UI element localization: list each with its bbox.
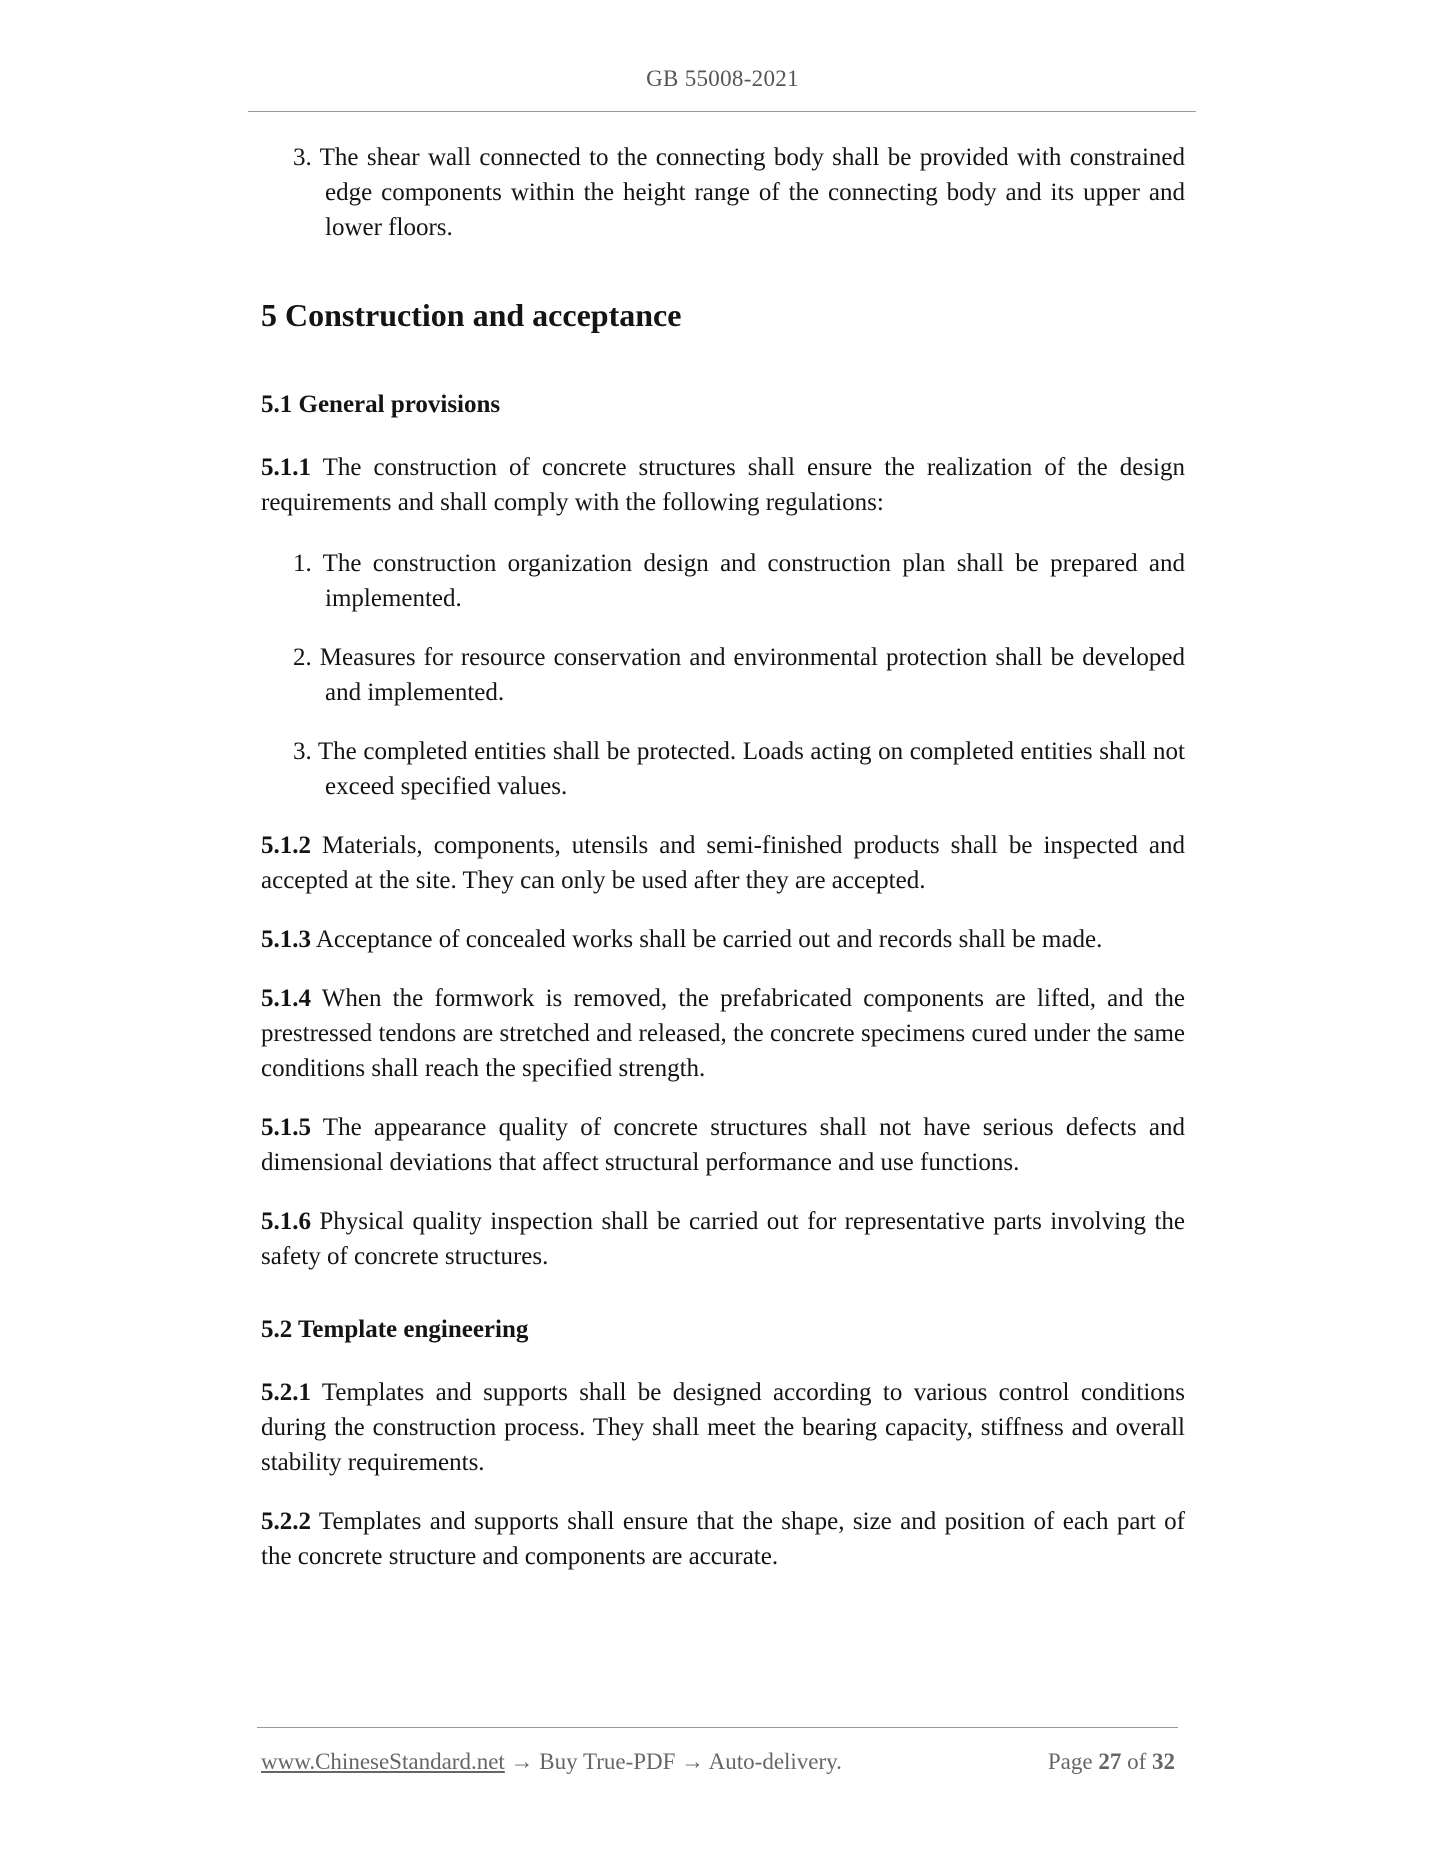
clause-5-1-3: [261, 922, 1185, 957]
clause-text: Templates and supports shall ensure that the shape, size and position of each part of the concrete structure and components are accurate.: [261, 1508, 1185, 1570]
clause-text: Physical quality inspection shall be carried out for representative parts involving the safety of concrete structures.: [261, 1208, 1185, 1270]
chapter-title: 5 Construction and acceptance: [261, 297, 682, 333]
section-title-5-2: 5.2 Template engineering: [261, 1316, 529, 1343]
clause-number: 5.1.6: [261, 1208, 311, 1235]
page-of: of: [1121, 1749, 1152, 1774]
clause-number: 5.1.4: [261, 985, 311, 1012]
clause-5-1-4: [261, 981, 1185, 1086]
page-indicator: [1048, 1749, 1175, 1775]
clause-number: 5.1.1: [261, 454, 311, 481]
header-doc-id: GB 55008-2021: [646, 66, 799, 91]
clause-5-2-1: [261, 1375, 1185, 1480]
clause-5-1-1-item-3: 3. The completed entities shall be protected. Loads acting on completed entities shall not exceed specified values.: [293, 738, 1185, 800]
clause-number: 5.2.1: [261, 1379, 311, 1406]
clause-number: 5.1.5: [261, 1114, 311, 1141]
clause-5-1-1-item-1: 1. The construction organization design and construction plan shall be prepared and implemented.: [293, 550, 1185, 612]
clause-text: Materials, components, utensils and semi-finished products shall be inspected and accepted at the site. They can only be used after they are accepted.: [261, 832, 1185, 894]
page-label: Page: [1047, 1749, 1099, 1774]
footer-promo: [261, 1749, 842, 1775]
clause-text: The appearance quality of concrete structures shall not have serious defects and dimensional deviations that affect structural performance and use functions.: [261, 1114, 1185, 1176]
clause-number: 5.2.2: [261, 1508, 311, 1535]
page-current: 27: [1098, 1749, 1122, 1774]
clause-text: Acceptance of concealed works shall be carried out and records shall be made.: [311, 926, 1103, 953]
clause-5-1-2: [261, 828, 1185, 898]
clause-number: 5.1.3: [261, 926, 311, 953]
clause-5-1-5: [261, 1110, 1185, 1180]
clause-5-1-6: [261, 1204, 1185, 1274]
footer-divider: [257, 1727, 1178, 1728]
clause-5-1-1: [261, 450, 1185, 520]
clause-5-2-2: [261, 1504, 1185, 1574]
footer-tagline: → Buy True-PDF → Auto-delivery.: [504, 1749, 842, 1774]
section-title-5-1: 5.1 General provisions: [261, 391, 501, 418]
page-content: [261, 140, 1185, 1574]
clause-number: 5.1.2: [261, 832, 311, 859]
page-total: 32: [1152, 1749, 1175, 1774]
intro-list-item: 3. The shear wall connected to the connecting body shall be provided with constrained edge components within the height range of the connecting body and its upper and lower floors.: [293, 144, 1185, 241]
header-divider: [248, 111, 1196, 112]
clause-text: The construction of concrete structures shall ensure the realization of the design requirements and shall comply with the following regulations:: [261, 454, 1185, 516]
clause-text: Templates and supports shall be designed according to various control conditions during the construction process. They shall meet the bearing capacity, stiffness and overall stability requirements.: [261, 1379, 1185, 1476]
clause-5-1-1-item-2: 2. Measures for resource conservation and environmental protection shall be developed and implemented.: [293, 644, 1185, 706]
clause-text: When the formwork is removed, the prefabricated components are lifted, and the prestressed tendons are stretched and released, the concrete specimens cured under the same conditions shall reach the specified strength.: [261, 985, 1185, 1082]
website-link[interactable]: www.ChineseStandard.net: [261, 1749, 505, 1774]
